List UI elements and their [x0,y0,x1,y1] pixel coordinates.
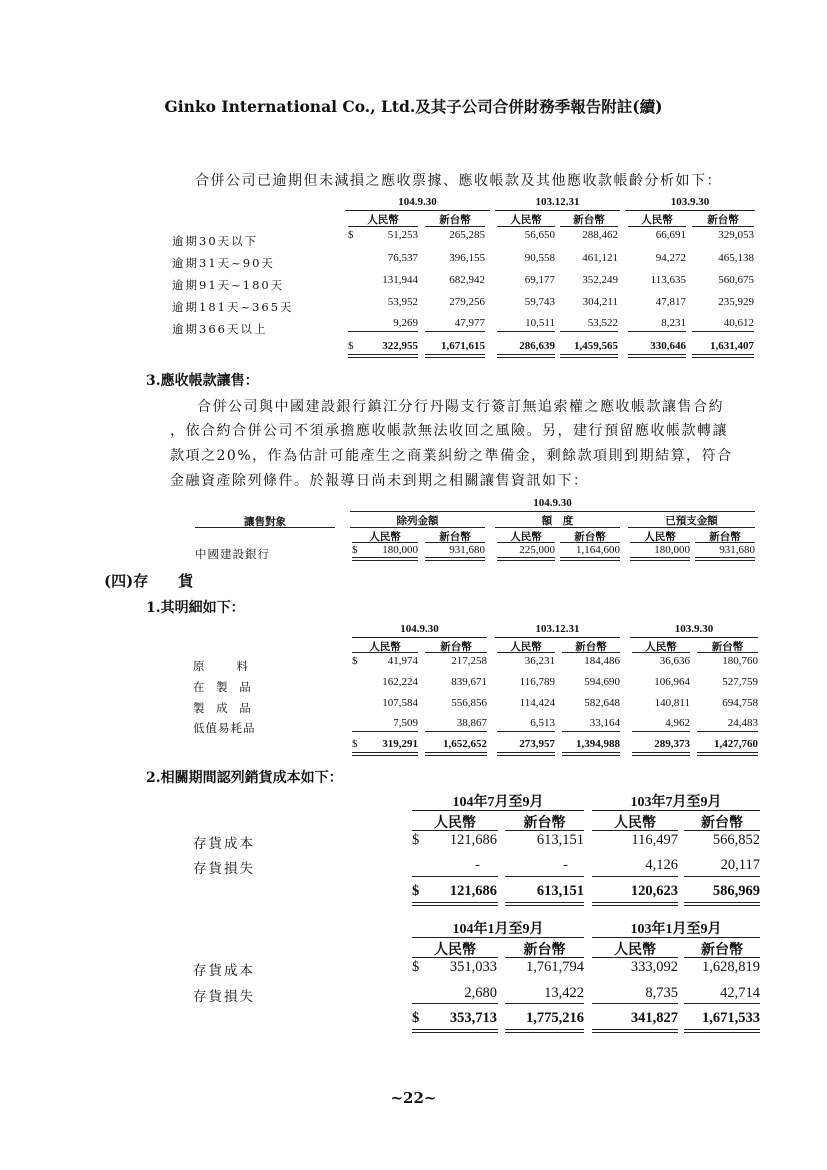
cell: 24,483 [727,717,758,729]
cell: 59,743 [524,296,555,308]
aging-period-3: 103.9.30 [670,196,710,208]
inv-period-2: 103.12.31 [535,623,580,635]
inv-rule [425,652,487,653]
total-cell: 1,459,565 [574,340,618,352]
inv-col-twd: 新台幣 [711,641,744,653]
transfer-date: 104.9.30 [533,497,572,509]
cell: 279,256 [449,296,485,308]
row-label: 中國建設銀行 [195,547,270,561]
aging-period-2: 103.12.31 [535,196,580,208]
currency-symbol: $ [348,229,354,241]
cell: 53,522 [587,317,618,329]
aging-col-rmb: 人民幣 [641,214,673,226]
total-cell: 319,291 [382,738,418,750]
cell: - [475,857,480,873]
inv-rule [630,637,758,638]
cell: 180,000 [654,544,690,556]
cell: 396,155 [449,252,485,264]
cogs-col-twd: 新台幣 [701,815,743,831]
cell: 36,636 [659,655,690,667]
row-label: 逾期91天~180天 [172,278,285,292]
total-double-rule [497,557,555,561]
transfer-rule [560,542,620,543]
transfer-rule [497,542,555,543]
cell: 76,537 [387,252,418,264]
inv-col-rmb: 人民幣 [510,641,542,653]
transfer-col-twd: 新台幣 [709,531,741,543]
transfer-line: 金融資產除列條件。於報導日尚未到期之相關讓售資訊如下： [170,473,589,489]
cogs-rule [412,957,498,958]
subtotal-rule [352,731,418,732]
cell: 40,612 [723,317,754,329]
cogs-col-twd: 新台幣 [523,815,566,831]
total-double-rule [425,752,487,756]
cell: 53,952 [387,296,418,308]
transfer-rule [425,542,485,543]
subtotal-rule [562,731,620,732]
total-double-rule [695,557,755,561]
cogs-rule [412,830,498,831]
cogs-q3-period-2: 103年7月至9月 [630,795,722,810]
total-cell: 1,671,533 [702,1010,760,1026]
transfer-line: 合併公司與中國建設銀行鎮江分行丹陽支行簽訂無追索權之應收帳款讓售合約 [197,399,724,415]
transfer-col-party: 讓售對象 [244,516,286,528]
currency-symbol: $ [412,883,420,899]
total-double-rule [505,902,584,906]
cell: 694,758 [722,697,758,709]
total-double-rule [562,752,620,756]
cell: 6,513 [530,717,555,729]
cogs-heading: 2.相關期間認列銷貨成本如下： [146,770,343,786]
aging-intro: 合併公司已逾期但未減損之應收票據、應收帳款及其他應收款帳齡分析如下： [195,173,722,189]
transfer-rule [195,527,335,528]
row-label: 存貨損失 [193,861,255,877]
transfer-rule [495,527,620,528]
currency-symbol: $ [412,832,420,848]
cell: 162,224 [382,676,418,688]
total-double-rule [684,1029,760,1033]
total-cell: 286,639 [519,340,555,352]
cell: 4,962 [665,717,690,729]
cell: 106,964 [654,676,690,688]
cell: 121,686 [449,832,497,848]
cell: 131,944 [382,274,418,286]
subtotal-rule [505,1003,584,1004]
total-cell: 330,646 [650,340,686,352]
total-cell: 1,775,216 [526,1010,584,1026]
cell: 66,691 [655,229,686,241]
currency-symbol: $ [352,738,358,750]
transfer-line: 款項之20%，作為估計可能產生之商業糾紛之準備金，剩餘款項則到期結算，符合 [170,448,733,464]
cell: 116,789 [519,676,555,688]
cogs-ytd-period-1: 104年1月至9月 [452,922,544,937]
aging-rule [625,210,755,211]
cell: 51,253 [387,229,418,241]
transfer-col-rmb: 人民幣 [369,531,401,543]
cell: 556,856 [451,697,487,709]
total-double-rule [560,354,618,358]
cell: 69,177 [524,274,555,286]
cogs-rule [684,830,760,831]
cell: 613,151 [536,832,584,848]
inv-rule [352,637,487,638]
cell: 527,759 [722,676,758,688]
subtotal-rule [412,876,498,877]
cell: 8,231 [661,317,686,329]
cogs-col-rmb: 人民幣 [614,942,656,958]
subtotal-rule [497,731,555,732]
total-cell: 273,957 [519,738,555,750]
cell: 184,486 [584,655,620,667]
subtotal-rule [505,876,584,877]
cogs-col-rmb: 人民幣 [614,815,656,831]
transfer-col-twd: 新台幣 [574,531,606,543]
cell: 566,852 [712,832,760,848]
row-label: 逾期181天~365天 [172,300,294,314]
cell: 217,258 [451,655,487,667]
cell: 10,511 [525,317,555,329]
transfer-rule [628,527,755,528]
subtotal-rule [628,331,686,332]
aging-col-rmb: 人民幣 [510,214,542,226]
cell: 1,761,794 [526,959,584,975]
total-double-rule [697,752,758,756]
total-cell: 120,623 [630,883,678,899]
cogs-ytd-period-2: 103年1月至9月 [630,922,722,937]
subtotal-rule [425,731,487,732]
inv-rule [632,652,690,653]
inv-rule [562,652,620,653]
aging-rule [495,210,620,211]
transfer-rule [350,527,485,528]
cogs-col-twd: 新台幣 [523,942,566,958]
subtotal-rule [348,331,418,332]
cell: 1,628,819 [702,959,760,975]
cell: 9,269 [393,317,418,329]
cell: 113,635 [650,274,686,286]
inv-col-rmb: 人民幣 [645,641,677,653]
page-title: Ginko International Co., Ltd.及其子公司合併財務季報告附註(續) [164,97,663,116]
cell: 931,680 [449,544,485,556]
total-double-rule [352,557,418,561]
cell: 116,497 [631,832,678,848]
cell: 20,117 [720,857,760,873]
total-double-rule [425,557,485,561]
aging-rule [425,226,485,227]
row-label: 逾期30天以下 [172,234,259,248]
transfer-col-rmb: 人民幣 [510,531,542,543]
cogs-col-rmb: 人民幣 [434,815,476,831]
cell: 7,509 [393,717,418,729]
row-label: 存貨成本 [193,963,255,979]
cell: 461,121 [582,252,618,264]
cogs-rule [592,957,678,958]
subtotal-rule [692,331,754,332]
cell: 265,285 [449,229,485,241]
inv-rule [697,652,758,653]
inv-rule [352,652,418,653]
inv-col-twd: 新台幣 [440,641,472,653]
row-label: 在 製 品 [193,680,255,694]
cell: 47,977 [454,317,485,329]
aging-col-twd: 新台幣 [573,214,605,226]
total-double-rule [497,752,555,756]
aging-rule [692,226,754,227]
row-label: 低值易耗品 [193,721,256,735]
cell: - [563,857,568,873]
subtotal-rule [412,1003,498,1004]
cell: 465,138 [718,252,754,264]
cell: 8,735 [645,985,678,1001]
total-double-rule [560,557,620,561]
cogs-rule [412,937,584,938]
total-double-rule [497,354,555,358]
aging-col-twd: 新台幣 [707,214,739,226]
cell: 114,424 [519,697,555,709]
cell: 1,164,600 [576,544,620,556]
cell: 594,690 [584,676,620,688]
currency-symbol: $ [348,340,354,352]
subtotal-rule [497,331,555,332]
cell: 38,867 [456,717,487,729]
total-cell: 121,686 [449,883,497,899]
transfer-col-twd: 新台幣 [439,531,471,543]
subtotal-rule [697,731,758,732]
cell: 180,000 [382,544,418,556]
inventory-detail-heading: 1.其明細如下： [146,600,245,616]
cogs-col-twd: 新台幣 [701,942,743,958]
cell: 288,462 [582,229,618,241]
cell: 107,584 [382,697,418,709]
cell: 13,422 [544,985,584,1001]
total-double-rule [684,902,760,906]
aging-period-1: 104.9.30 [398,196,437,208]
inv-rule [497,652,555,653]
total-double-rule [425,354,485,358]
subtotal-rule [560,331,618,332]
cell: 180,760 [722,655,758,667]
cell: 235,929 [718,296,754,308]
total-cell: 341,827 [630,1010,678,1026]
total-double-rule [630,557,690,561]
aging-rule [345,210,490,211]
cell: 4,126 [645,857,678,873]
total-cell: 1,671,615 [441,340,485,352]
inv-period-1: 104.9.30 [400,623,439,635]
total-cell: 1,394,988 [576,738,620,750]
cell: 140,811 [654,697,690,709]
page-number: ~22~ [390,1089,437,1107]
transfer-rule [350,511,755,512]
total-double-rule [628,354,686,358]
subtotal-rule [592,1003,678,1004]
cell: 94,272 [655,252,686,264]
cell: 351,033 [449,959,497,975]
cogs-rule [505,830,584,831]
inv-col-twd: 新台幣 [575,641,607,653]
total-double-rule [505,1029,584,1033]
aging-col-twd: 新台幣 [439,214,471,226]
currency-symbol: $ [352,544,358,556]
inv-rule [495,637,620,638]
row-label: 存貨損失 [193,989,255,1005]
currency-symbol: $ [412,959,420,975]
cell: 682,942 [449,274,485,286]
cogs-rule [592,810,760,811]
cogs-rule [592,937,760,938]
total-double-rule [412,1029,498,1033]
cell: 560,675 [718,274,754,286]
cell: 225,000 [519,544,555,556]
cogs-rule [684,957,760,958]
transfer-col-rmb: 人民幣 [644,531,676,543]
transfer-rule [630,542,690,543]
transfer-line: ，依合約合併公司不須承擔應收帳款無法收回之風險。另，建行預留應收帳款轉讓 [170,423,728,439]
aging-col-rmb: 人民幣 [367,214,399,226]
total-double-rule [352,752,418,756]
inv-period-3: 103.9.30 [674,623,714,635]
total-double-rule [412,902,498,906]
transfer-heading: 3.應收帳款讓售： [146,373,259,389]
row-label: 存貨成本 [193,836,255,852]
cell: 47,817 [655,296,686,308]
aging-rule [348,226,418,227]
cogs-col-rmb: 人民幣 [434,942,476,958]
subtotal-rule [425,331,485,332]
inv-col-rmb: 人民幣 [369,641,401,653]
cell: 33,164 [589,717,620,729]
currency-symbol: $ [352,655,358,667]
cell: 304,211 [582,296,618,308]
total-cell: 1,631,407 [710,340,754,352]
cell: 36,231 [524,655,555,667]
total-double-rule [348,354,418,358]
cell: 931,680 [719,544,755,556]
aging-rule [628,226,686,227]
transfer-group: 額 度 [541,515,574,527]
row-label: 原 料 [193,659,251,673]
subtotal-rule [684,1003,760,1004]
cogs-rule [412,810,584,811]
cell: 2,680 [464,985,497,1001]
cell: 329,053 [718,229,754,241]
total-cell: 1,427,760 [714,738,758,750]
transfer-group: 已預支金額 [665,515,718,527]
cell: 839,671 [451,676,487,688]
transfer-group: 除列金額 [396,515,439,527]
total-cell: 289,373 [654,738,690,750]
cell: 582,648 [584,697,620,709]
cell: 352,249 [582,274,618,286]
total-cell: 322,955 [382,340,418,352]
row-label: 製 成 品 [193,701,255,715]
row-label: 逾期366天以上 [172,322,268,336]
subtotal-rule [632,731,690,732]
total-cell: 353,713 [449,1010,497,1026]
cogs-rule [505,957,584,958]
total-cell: 1,652,652 [443,738,487,750]
transfer-rule [352,542,418,543]
cogs-q3-period-1: 104年7月至9月 [452,795,544,810]
inventory-heading: (四)存 貨 [104,572,194,590]
total-cell: 613,151 [536,883,584,899]
total-double-rule [592,902,678,906]
row-label: 逾期31天~90天 [172,256,275,270]
total-double-rule [692,354,754,358]
total-double-rule [592,1029,678,1033]
cell: 56,650 [524,229,555,241]
subtotal-rule [684,876,760,877]
transfer-rule [695,542,755,543]
aging-rule [560,226,618,227]
cell: 42,714 [720,985,760,1001]
subtotal-rule [592,876,678,877]
cogs-rule [592,830,678,831]
cell: 90,558 [524,252,555,264]
cell: 41,974 [387,655,418,667]
total-cell: 586,969 [712,883,760,899]
aging-rule [497,226,555,227]
total-double-rule [632,752,690,756]
cell: 333,092 [630,959,678,975]
currency-symbol: $ [412,1010,420,1026]
